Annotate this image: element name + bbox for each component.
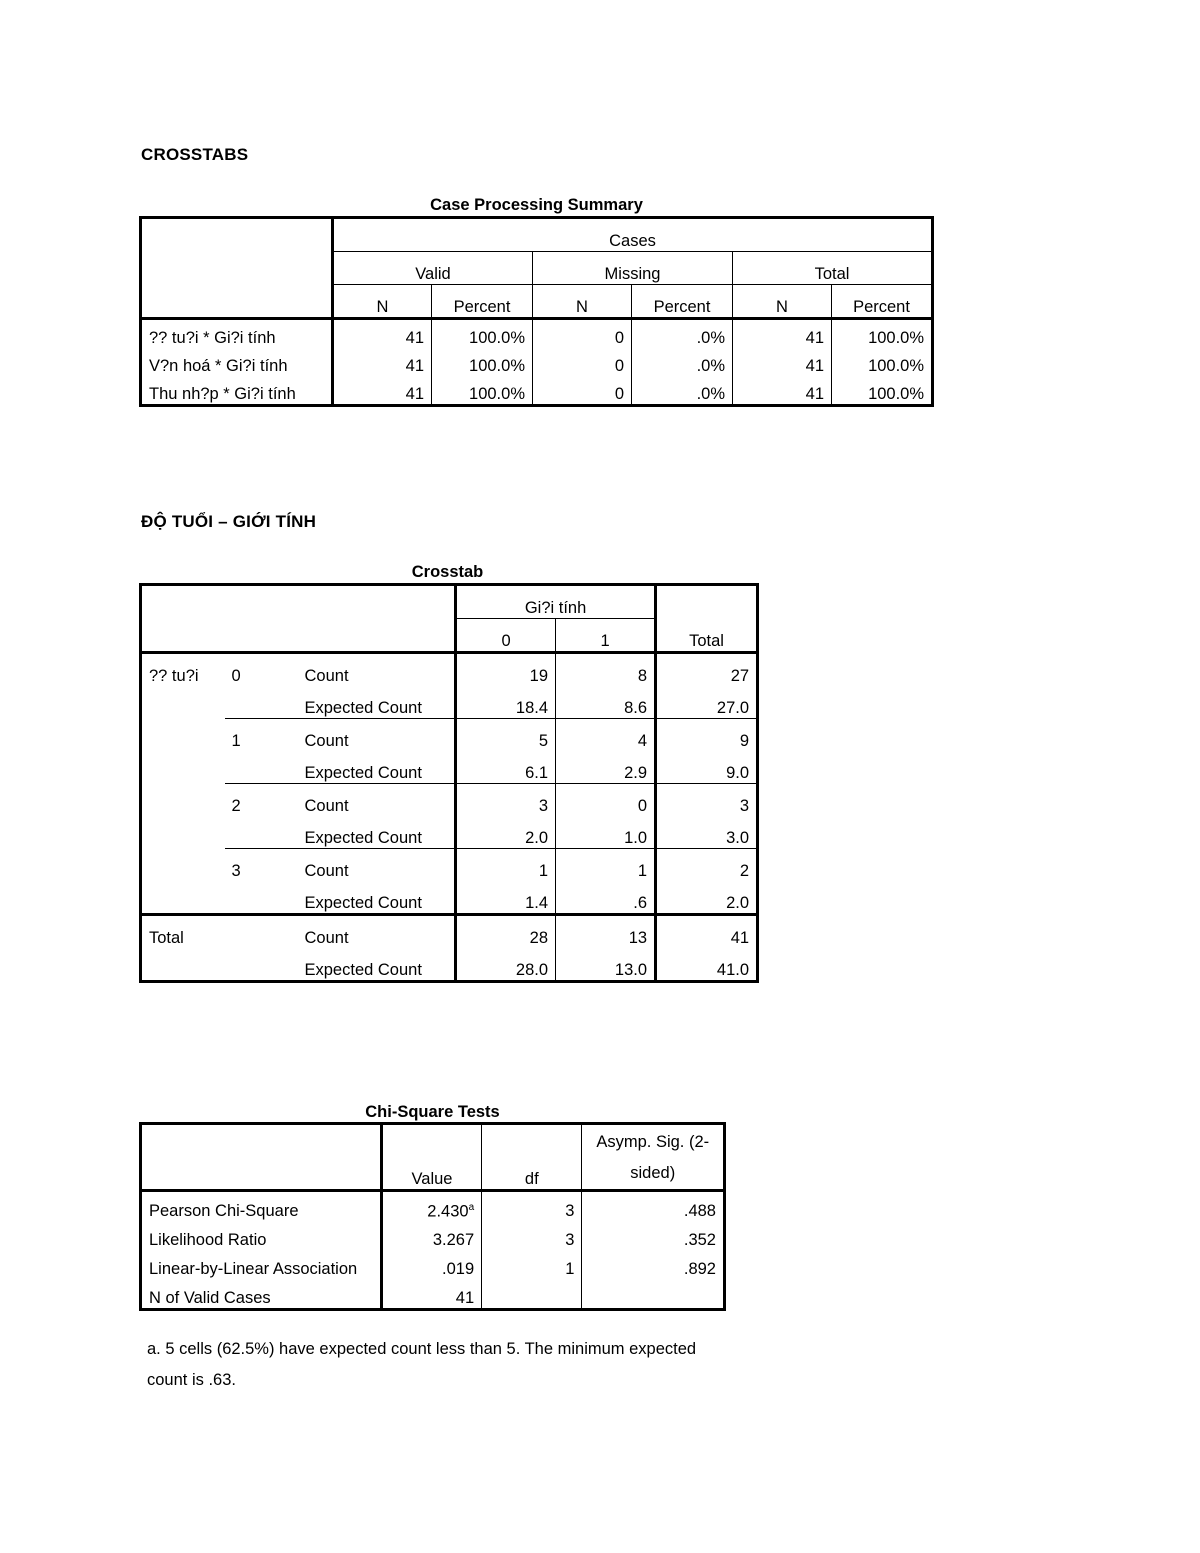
crosstab-row-var: ?? tu?i [141,653,225,915]
chi-value: 3.267 [381,1221,481,1250]
cps-cell: 41 [333,376,432,406]
crosstab-cell: 1.0 [556,816,656,849]
crosstab-stat-label: Expected Count [304,829,422,847]
chi-sig: .352 [582,1221,725,1250]
cps-cell: 0 [533,348,632,376]
chi-row-label: Linear-by-Linear Association [149,1260,358,1278]
chi-df: 3 [482,1221,582,1250]
chi-df [482,1279,582,1310]
chi-value-text: 2.430 [427,1202,469,1220]
cps-sub-header: Percent [632,285,733,319]
crosstab-cell: 18.4 [456,686,556,719]
crosstab-cell: 3.0 [656,816,758,849]
chi-square-title: Chi-Square Tests [365,1103,500,1121]
crosstab-level: 0 [225,653,298,719]
section-heading-age-gender: ĐỘ TUỔI – GIỚI TÍNH [141,512,317,531]
crosstab-cell: 3 [456,784,556,817]
cps-cell: 0 [533,376,632,406]
crosstab-cell: 2.0 [456,816,556,849]
chi-square-table [139,1122,726,1311]
crosstab-cell: 1 [556,849,656,882]
crosstab-cell: 8.6 [556,686,656,719]
crosstab-cell: .6 [556,881,656,915]
chi-header-sig-line2: sided) [630,1164,676,1182]
cps-row-label: V?n hoá * Gi?i tính [149,357,288,375]
cps-cell: 100.0% [832,319,933,349]
crosstab-empty-cell [141,948,298,982]
cps-sub-header: Percent [432,285,533,319]
case-processing-title: Case Processing Summary [430,196,643,214]
crosstab-total-label: Total [141,915,298,949]
crosstab-corner-cell [141,585,456,653]
chi-square-footnote: a. 5 cells (62.5%) have expected count less than 5. The minimum expected count is .63. [147,1340,697,1389]
crosstab-cell: 8 [556,653,656,687]
cps-row-label: ?? tu?i * Gi?i tính [141,319,333,349]
chi-corner-cell [141,1124,382,1191]
chi-row-label: Likelihood Ratio [149,1231,267,1249]
crosstab-level: 2 [225,784,298,849]
cps-cell: 41 [733,319,832,349]
chi-value [381,1191,481,1222]
chi-sig [582,1279,725,1310]
chi-sig: .892 [582,1250,725,1279]
crosstab-stat-label: Count [298,915,456,949]
cps-cell: 100.0% [432,376,533,406]
cps-cell: .0% [632,319,733,349]
crosstab-cell: 13 [556,915,656,949]
crosstab-stat-label: Expected Count [304,961,422,979]
crosstab-cell: 2.0 [656,881,758,915]
crosstab-col-var: Gi?i tính [456,585,656,619]
crosstab-level: 3 [225,849,298,915]
crosstab-level: 1 [225,719,298,784]
crosstab-stat-label: Expected Count [304,894,422,912]
crosstab-col-header: 0 [456,619,556,653]
crosstab-stat-label: Count [298,653,456,687]
crosstab-cell: 1 [456,849,556,882]
cps-sub-header: N [533,285,632,319]
cps-cell: .0% [632,348,733,376]
crosstab-col-total: Total [656,585,758,653]
case-processing-table [139,216,934,407]
chi-header-value: Value [381,1124,481,1191]
crosstab-cell: 9.0 [656,751,758,784]
chi-row-label: Pearson Chi-Square [141,1191,382,1222]
cps-sub-header: N [733,285,832,319]
crosstab-cell: 3 [656,784,758,817]
cps-cell: 41 [333,348,432,376]
crosstab-stat-label: Expected Count [304,699,422,717]
crosstab-cell: 0 [556,784,656,817]
crosstab-cell: 28.0 [456,948,556,982]
cps-cell: 0 [533,319,632,349]
cps-cell: 100.0% [432,348,533,376]
chi-df: 1 [482,1250,582,1279]
crosstab-cell: 1.4 [456,881,556,915]
chi-value: 41 [381,1279,481,1310]
cps-cell: 41 [733,348,832,376]
crosstab-cell: 2 [656,849,758,882]
crosstab-cell: 41.0 [656,948,758,982]
chi-row-label: N of Valid Cases [149,1289,271,1307]
cps-sub-header: N [333,285,432,319]
cps-corner-cell [141,218,333,319]
cps-cell: 100.0% [432,319,533,349]
crosstab-cell: 27.0 [656,686,758,719]
cps-cell: 41 [333,319,432,349]
crosstab-cell: 19 [456,653,556,687]
crosstab-cell: 2.9 [556,751,656,784]
crosstab-cell: 41 [656,915,758,949]
crosstab-cell: 9 [656,719,758,752]
chi-value: .019 [381,1250,481,1279]
chi-header-sig [582,1124,725,1191]
chi-header-df: df [482,1124,582,1191]
crosstab-stat-label: Count [298,784,456,817]
crosstab-col-header: 1 [556,619,656,653]
crosstab-cell: 13.0 [556,948,656,982]
cps-cell: 41 [733,376,832,406]
cps-cell: 100.0% [832,348,933,376]
crosstab-stat-label: Expected Count [304,764,422,782]
crosstab-cell: 28 [456,915,556,949]
cps-sub-header: Percent [832,285,933,319]
crosstab-cell: 5 [456,719,556,752]
cps-cell: 100.0% [832,376,933,406]
crosstab-cell: 6.1 [456,751,556,784]
chi-header-sig-line1: Asymp. Sig. (2- [596,1133,710,1151]
cps-cases-header: Cases [333,218,933,252]
cps-cell: .0% [632,376,733,406]
cps-row-label: Thu nh?p * Gi?i tính [149,385,296,403]
crosstab-table [139,583,759,983]
chi-sig: .488 [582,1191,725,1222]
cps-group-header: Valid [333,252,533,285]
crosstab-title: Crosstab [411,563,484,581]
crosstab-stat-label: Count [298,849,456,882]
chi-df: 3 [482,1191,582,1222]
crosstab-stat-label: Count [298,719,456,752]
cps-group-header: Missing [533,252,733,285]
cps-group-header: Total [733,252,933,285]
footnote-marker: a [468,1201,475,1213]
crosstab-cell: 4 [556,719,656,752]
crosstab-cell: 27 [656,653,758,687]
crosstabs-heading: CROSSTABS [141,145,249,164]
